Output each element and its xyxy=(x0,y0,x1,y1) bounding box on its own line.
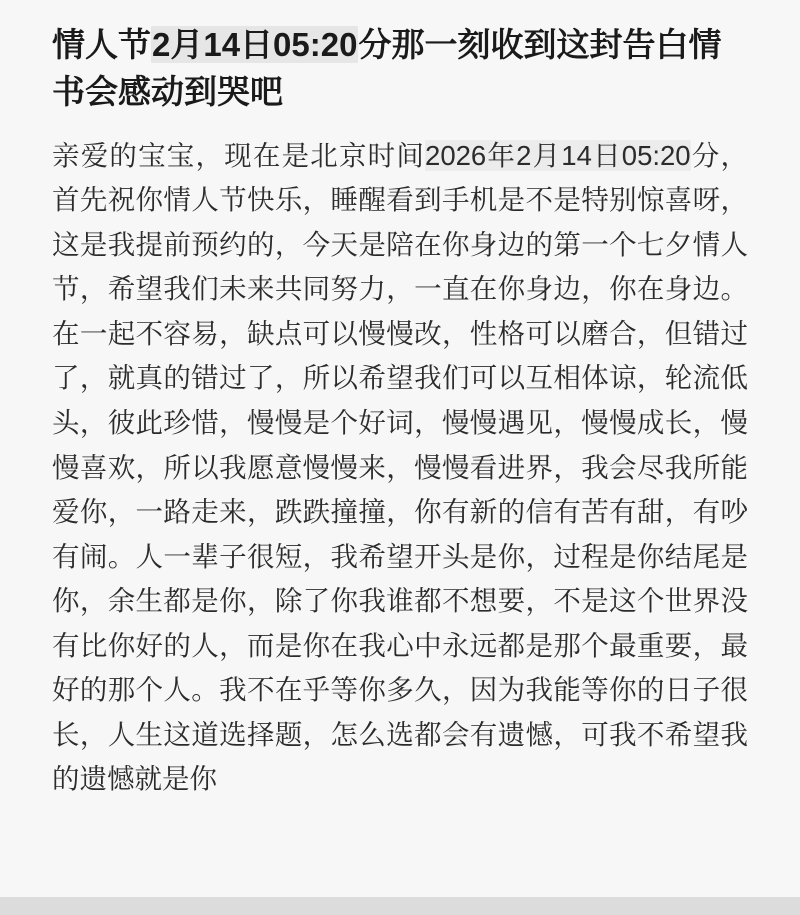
article-body xyxy=(52,134,748,802)
title-text-tail: 分那一刻收到这封告白情书会感动到哭吧 xyxy=(52,26,722,110)
title-text-lead: 情人节 xyxy=(52,26,151,63)
page-title xyxy=(52,22,748,116)
body-text-lead: 亲爱的宝宝，现在是北京时间 xyxy=(52,139,426,171)
body-text-tail: 分，首先祝你情人节快乐，睡醒看到手机是不是特别惊喜呀，这是我提前预约的，今天是陪在你身边的第一个七夕情人节，希望我们未来共同努力，一直在你身边，你在身边。在一起不容易，缺点可以慢慢改，性格可以磨合，但错过了，就真的错过了，所以希望我们可以互相体谅，轮流低头，彼此珍惜，慢慢是个好词，慢慢遇见，慢慢成长，慢慢喜欢，所以我愿意慢慢来，慢慢看进界，我会尽我所能爱你，一路走来，跌跌撞撞，你有新的信有苦有甜，有吵有闹。人一辈子很短，我希望开头是你，过程是你结尾是你，余生都是你，除了你我谁都不想要，不是这个世界没有比你好的人，而是你在我心中永远都是那个最重要，最好的那个人。我不在乎等你多久，因为我能等你的日子很长，人生这道选择题，怎么选都会有遗憾，可我不希望我的遗憾就是你 xyxy=(52,139,749,795)
bottom-bar xyxy=(0,897,800,915)
title-highlight-datetime: 2月14日05:20 xyxy=(152,26,358,63)
body-highlight-datetime: 2026年2月14日05:20 xyxy=(425,139,691,171)
